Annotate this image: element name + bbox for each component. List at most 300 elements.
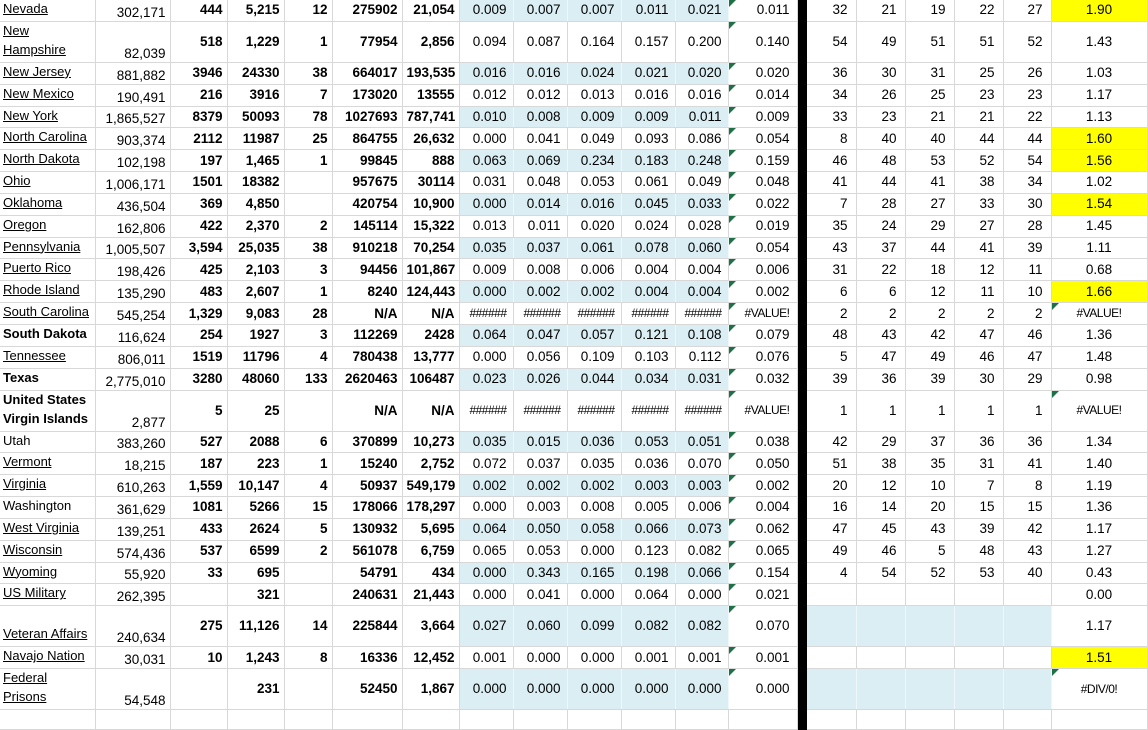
rank-cell[interactable]: 40 xyxy=(905,128,954,150)
value-cell[interactable]: 198,426 xyxy=(95,259,170,281)
rate-cell[interactable]: 0.073 xyxy=(675,518,728,540)
rate-cell[interactable] xyxy=(621,710,675,730)
rate-cell[interactable]: 0.031 xyxy=(675,368,728,390)
rate-cell[interactable]: 0.026 xyxy=(513,368,567,390)
state-name-cell[interactable] xyxy=(0,259,95,281)
rate-cell[interactable]: 0.000 xyxy=(459,346,513,368)
rate-cell[interactable]: 0.056 xyxy=(513,346,567,368)
rank-cell[interactable]: 44 xyxy=(954,128,1003,150)
value-cell[interactable]: 3946 xyxy=(170,62,227,84)
ratio-cell[interactable]: 1.66 xyxy=(1051,281,1147,303)
state-name-cell[interactable] xyxy=(0,193,95,215)
state-name-cell[interactable] xyxy=(0,606,95,647)
rate-cell[interactable]: 0.000 xyxy=(567,584,621,606)
rate-cell[interactable]: 0.027 xyxy=(459,606,513,647)
rate-cell[interactable]: 0.164 xyxy=(567,21,621,62)
value-cell[interactable]: 33 xyxy=(170,562,227,584)
value-cell[interactable]: 162,806 xyxy=(95,215,170,237)
value-cell[interactable]: 25,035 xyxy=(227,237,284,259)
value-cell[interactable]: 18,215 xyxy=(95,453,170,475)
value-cell[interactable]: 254 xyxy=(170,324,227,346)
rate-cell[interactable]: 0.008 xyxy=(513,106,567,128)
rate-cell[interactable]: 0.053 xyxy=(513,540,567,562)
ratio-cell[interactable]: #DIV/0! xyxy=(1051,669,1147,710)
value-cell[interactable]: 112269 xyxy=(332,324,402,346)
rate-cell[interactable]: 0.028 xyxy=(675,215,728,237)
value-cell[interactable]: 1,865,527 xyxy=(95,106,170,128)
rank-cell[interactable]: 42 xyxy=(905,324,954,346)
state-name-cell[interactable] xyxy=(0,518,95,540)
rank-cell[interactable]: 47 xyxy=(807,518,856,540)
value-cell[interactable]: 9,083 xyxy=(227,303,284,325)
rate-cell[interactable]: 0.041 xyxy=(513,584,567,606)
value-cell[interactable]: 193,535 xyxy=(402,62,459,84)
average-cell[interactable]: 0.022 xyxy=(728,193,797,215)
value-cell[interactable]: 903,374 xyxy=(95,128,170,150)
rank-cell[interactable] xyxy=(1003,606,1051,647)
value-cell[interactable]: N/A xyxy=(332,390,402,431)
rank-cell[interactable]: 53 xyxy=(905,150,954,172)
rate-cell[interactable]: 0.012 xyxy=(459,84,513,106)
ratio-cell[interactable] xyxy=(1051,710,1147,730)
rank-cell[interactable]: 23 xyxy=(1003,84,1051,106)
value-cell[interactable]: 2,370 xyxy=(227,215,284,237)
value-cell[interactable]: 2428 xyxy=(402,324,459,346)
rank-cell[interactable]: 36 xyxy=(807,62,856,84)
average-cell[interactable]: 0.079 xyxy=(728,324,797,346)
value-cell[interactable]: 549,179 xyxy=(402,475,459,497)
rate-cell[interactable]: 0.064 xyxy=(459,324,513,346)
rank-cell[interactable]: 51 xyxy=(905,21,954,62)
rank-cell[interactable]: 42 xyxy=(1003,518,1051,540)
rank-cell[interactable]: 1 xyxy=(1003,390,1051,431)
average-cell[interactable]: 0.001 xyxy=(728,647,797,669)
value-cell[interactable]: 26,632 xyxy=(402,128,459,150)
state-name-cell[interactable] xyxy=(0,453,95,475)
rate-cell[interactable]: 0.165 xyxy=(567,562,621,584)
rank-cell[interactable]: 10 xyxy=(1003,281,1051,303)
rank-cell[interactable]: 46 xyxy=(856,540,905,562)
rate-cell[interactable]: 0.063 xyxy=(459,150,513,172)
value-cell[interactable]: 369 xyxy=(170,193,227,215)
rate-cell[interactable] xyxy=(675,710,728,730)
ratio-cell[interactable]: 0.68 xyxy=(1051,259,1147,281)
rank-cell[interactable] xyxy=(905,669,954,710)
ratio-cell[interactable]: 1.51 xyxy=(1051,647,1147,669)
rank-cell[interactable]: 11 xyxy=(1003,259,1051,281)
state-name-cell[interactable] xyxy=(0,710,95,730)
value-cell[interactable]: 1,329 xyxy=(170,303,227,325)
rank-cell[interactable] xyxy=(954,669,1003,710)
state-link[interactable]: Nevada xyxy=(3,1,48,16)
rate-cell[interactable]: ###### xyxy=(621,303,675,325)
rank-cell[interactable]: 54 xyxy=(1003,150,1051,172)
rate-cell[interactable]: 0.016 xyxy=(621,84,675,106)
rate-cell[interactable]: 0.000 xyxy=(459,669,513,710)
rank-cell[interactable] xyxy=(856,584,905,606)
rate-cell[interactable]: 0.004 xyxy=(675,281,728,303)
value-cell[interactable]: 561078 xyxy=(332,540,402,562)
state-link[interactable]: New York xyxy=(3,107,58,123)
state-link[interactable]: Navajo Nation xyxy=(3,648,85,664)
rate-cell[interactable]: 0.000 xyxy=(621,669,675,710)
rate-cell[interactable]: 0.037 xyxy=(513,237,567,259)
value-cell[interactable]: 864755 xyxy=(332,128,402,150)
state-link[interactable]: Utah xyxy=(3,432,31,448)
value-cell[interactable]: 187 xyxy=(170,453,227,475)
rank-cell[interactable]: 48 xyxy=(856,150,905,172)
value-cell[interactable]: 30,031 xyxy=(95,647,170,669)
value-cell[interactable]: 5,215 xyxy=(227,0,284,21)
value-cell[interactable]: 190,491 xyxy=(95,84,170,106)
rank-cell[interactable]: 43 xyxy=(1003,540,1051,562)
rate-cell[interactable]: 0.003 xyxy=(675,475,728,497)
value-cell[interactable]: 25 xyxy=(227,390,284,431)
rank-cell[interactable]: 54 xyxy=(856,562,905,584)
value-cell[interactable]: 3280 xyxy=(170,368,227,390)
rank-cell[interactable]: 43 xyxy=(856,324,905,346)
rank-cell[interactable]: 41 xyxy=(954,237,1003,259)
value-cell[interactable]: 11,126 xyxy=(227,606,284,647)
rank-cell[interactable]: 38 xyxy=(856,453,905,475)
rank-cell[interactable]: 6 xyxy=(856,281,905,303)
rate-cell[interactable]: ###### xyxy=(567,303,621,325)
value-cell[interactable]: 8 xyxy=(284,647,332,669)
rank-cell[interactable]: 52 xyxy=(954,150,1003,172)
rate-cell[interactable]: 0.087 xyxy=(513,21,567,62)
rank-cell[interactable]: 47 xyxy=(856,346,905,368)
value-cell[interactable]: 5 xyxy=(284,518,332,540)
rank-cell[interactable]: 54 xyxy=(807,21,856,62)
ratio-cell[interactable]: 1.90 xyxy=(1051,0,1147,21)
rate-cell[interactable]: 0.082 xyxy=(675,540,728,562)
value-cell[interactable]: 50093 xyxy=(227,106,284,128)
state-link[interactable]: North Dakota xyxy=(3,151,80,167)
value-cell[interactable]: 2088 xyxy=(227,431,284,453)
rank-cell[interactable]: 15 xyxy=(1003,497,1051,519)
value-cell[interactable]: 1927 xyxy=(227,324,284,346)
rate-cell[interactable]: 0.000 xyxy=(459,193,513,215)
value-cell[interactable]: 70,254 xyxy=(402,237,459,259)
state-link[interactable]: New Mexico xyxy=(3,85,74,101)
rank-cell[interactable]: 40 xyxy=(1003,562,1051,584)
value-cell[interactable]: 178066 xyxy=(332,497,402,519)
value-cell[interactable]: 77954 xyxy=(332,21,402,62)
average-cell[interactable]: 0.019 xyxy=(728,215,797,237)
value-cell[interactable]: 1 xyxy=(284,150,332,172)
rate-cell[interactable]: 0.001 xyxy=(675,647,728,669)
rate-cell[interactable]: 0.002 xyxy=(567,475,621,497)
rate-cell[interactable]: 0.006 xyxy=(567,259,621,281)
rate-cell[interactable]: 0.000 xyxy=(675,584,728,606)
rate-cell[interactable]: 0.035 xyxy=(459,237,513,259)
rate-cell[interactable]: 0.031 xyxy=(459,172,513,194)
ratio-cell[interactable]: 1.02 xyxy=(1051,172,1147,194)
value-cell[interactable]: 275 xyxy=(170,606,227,647)
value-cell[interactable]: 6,759 xyxy=(402,540,459,562)
rank-cell[interactable]: 46 xyxy=(807,150,856,172)
value-cell[interactable]: 11796 xyxy=(227,346,284,368)
rate-cell[interactable]: 0.051 xyxy=(675,431,728,453)
value-cell[interactable]: 24330 xyxy=(227,62,284,84)
average-cell[interactable]: 0.070 xyxy=(728,606,797,647)
rank-cell[interactable] xyxy=(807,606,856,647)
rate-cell[interactable]: 0.041 xyxy=(513,128,567,150)
value-cell[interactable]: 3 xyxy=(284,259,332,281)
ratio-cell[interactable]: 1.43 xyxy=(1051,21,1147,62)
average-cell[interactable]: 0.011 xyxy=(728,0,797,21)
value-cell[interactable]: 434 xyxy=(402,562,459,584)
value-cell[interactable]: 13555 xyxy=(402,84,459,106)
state-link[interactable]: Federal Prisons xyxy=(3,670,48,705)
state-name-cell[interactable] xyxy=(0,281,95,303)
rank-cell[interactable] xyxy=(1003,647,1051,669)
value-cell[interactable]: 12 xyxy=(284,0,332,21)
rank-cell[interactable] xyxy=(856,606,905,647)
rate-cell[interactable]: 0.066 xyxy=(675,562,728,584)
value-cell[interactable]: 21,054 xyxy=(402,0,459,21)
rank-cell[interactable]: 31 xyxy=(807,259,856,281)
rank-cell[interactable]: 32 xyxy=(807,0,856,21)
value-cell[interactable]: N/A xyxy=(332,303,402,325)
value-cell[interactable]: 4 xyxy=(284,475,332,497)
rank-cell[interactable] xyxy=(856,710,905,730)
rank-cell[interactable]: 28 xyxy=(856,193,905,215)
value-cell[interactable]: 223 xyxy=(227,453,284,475)
state-link[interactable]: North Carolina xyxy=(3,129,87,145)
rank-cell[interactable]: 44 xyxy=(1003,128,1051,150)
rank-cell[interactable]: 15 xyxy=(954,497,1003,519)
ratio-cell[interactable]: 1.34 xyxy=(1051,431,1147,453)
rate-cell[interactable]: 0.016 xyxy=(675,84,728,106)
rank-cell[interactable]: 29 xyxy=(1003,368,1051,390)
rank-cell[interactable]: 14 xyxy=(856,497,905,519)
value-cell[interactable]: 537 xyxy=(170,540,227,562)
rank-cell[interactable]: 52 xyxy=(1003,21,1051,62)
rank-cell[interactable]: 35 xyxy=(807,215,856,237)
rank-cell[interactable]: 22 xyxy=(1003,106,1051,128)
value-cell[interactable]: 231 xyxy=(227,669,284,710)
rank-cell[interactable]: 18 xyxy=(905,259,954,281)
rate-cell[interactable]: 0.061 xyxy=(621,172,675,194)
value-cell[interactable]: 18382 xyxy=(227,172,284,194)
ratio-cell[interactable]: 1.60 xyxy=(1051,128,1147,150)
rank-cell[interactable]: 23 xyxy=(856,106,905,128)
value-cell[interactable]: 28 xyxy=(284,303,332,325)
value-cell[interactable]: 139,251 xyxy=(95,518,170,540)
rank-cell[interactable] xyxy=(856,647,905,669)
average-cell[interactable]: 0.076 xyxy=(728,346,797,368)
state-name-cell[interactable] xyxy=(0,172,95,194)
rank-cell[interactable]: 2 xyxy=(954,303,1003,325)
rate-cell[interactable]: 0.057 xyxy=(567,324,621,346)
rate-cell[interactable]: 0.000 xyxy=(567,669,621,710)
state-link[interactable]: Wyoming xyxy=(3,563,58,579)
rate-cell[interactable]: 0.000 xyxy=(459,281,513,303)
ratio-cell[interactable]: 1.36 xyxy=(1051,497,1147,519)
rate-cell[interactable]: 0.123 xyxy=(621,540,675,562)
rank-cell[interactable]: 46 xyxy=(1003,324,1051,346)
value-cell[interactable]: 433 xyxy=(170,518,227,540)
rank-cell[interactable]: 39 xyxy=(905,368,954,390)
rank-cell[interactable] xyxy=(954,710,1003,730)
rate-cell[interactable]: 0.002 xyxy=(567,281,621,303)
value-cell[interactable]: 1,559 xyxy=(170,475,227,497)
state-link[interactable]: Rhode Island xyxy=(3,282,80,298)
rate-cell[interactable]: 0.013 xyxy=(459,215,513,237)
rate-cell[interactable]: 0.004 xyxy=(621,281,675,303)
average-cell[interactable]: 0.020 xyxy=(728,62,797,84)
rate-cell[interactable] xyxy=(567,710,621,730)
rate-cell[interactable]: 0.014 xyxy=(513,193,567,215)
state-link[interactable]: Oklahoma xyxy=(3,194,63,210)
rank-cell[interactable]: 1 xyxy=(856,390,905,431)
average-cell[interactable]: 0.021 xyxy=(728,584,797,606)
rate-cell[interactable]: 0.198 xyxy=(621,562,675,584)
rank-cell[interactable]: 5 xyxy=(905,540,954,562)
rate-cell[interactable]: 0.036 xyxy=(621,453,675,475)
ratio-cell[interactable]: 1.36 xyxy=(1051,324,1147,346)
rank-cell[interactable] xyxy=(905,647,954,669)
rate-cell[interactable]: 0.009 xyxy=(567,106,621,128)
value-cell[interactable]: 383,260 xyxy=(95,431,170,453)
rank-cell[interactable]: 1 xyxy=(905,390,954,431)
value-cell[interactable]: 4 xyxy=(284,346,332,368)
rate-cell[interactable]: 0.200 xyxy=(675,21,728,62)
rank-cell[interactable]: 8 xyxy=(807,128,856,150)
rank-cell[interactable]: 44 xyxy=(856,172,905,194)
rank-cell[interactable]: 46 xyxy=(954,346,1003,368)
average-cell[interactable]: 0.140 xyxy=(728,21,797,62)
state-name-cell[interactable] xyxy=(0,21,95,62)
rate-cell[interactable]: 0.023 xyxy=(459,368,513,390)
rank-cell[interactable]: 39 xyxy=(807,368,856,390)
value-cell[interactable]: 262,395 xyxy=(95,584,170,606)
value-cell[interactable]: 3 xyxy=(284,324,332,346)
rate-cell[interactable]: 0.064 xyxy=(459,518,513,540)
average-cell[interactable]: 0.038 xyxy=(728,431,797,453)
value-cell[interactable]: 436,504 xyxy=(95,193,170,215)
average-cell[interactable]: 0.048 xyxy=(728,172,797,194)
rank-cell[interactable]: 41 xyxy=(1003,453,1051,475)
rank-cell[interactable]: 36 xyxy=(1003,431,1051,453)
rank-cell[interactable]: 28 xyxy=(1003,215,1051,237)
value-cell[interactable]: 2,607 xyxy=(227,281,284,303)
rate-cell[interactable]: ###### xyxy=(675,303,728,325)
rate-cell[interactable]: 0.109 xyxy=(567,346,621,368)
rate-cell[interactable]: 0.012 xyxy=(513,84,567,106)
ratio-cell[interactable]: #VALUE! xyxy=(1051,390,1147,431)
rate-cell[interactable]: 0.002 xyxy=(513,281,567,303)
value-cell[interactable]: 38 xyxy=(284,62,332,84)
rate-cell[interactable]: 0.016 xyxy=(513,62,567,84)
rank-cell[interactable] xyxy=(856,669,905,710)
value-cell[interactable]: 78 xyxy=(284,106,332,128)
rank-cell[interactable] xyxy=(905,710,954,730)
rank-cell[interactable]: 30 xyxy=(856,62,905,84)
ratio-cell[interactable]: 1.17 xyxy=(1051,606,1147,647)
value-cell[interactable] xyxy=(284,562,332,584)
ratio-cell[interactable]: 1.45 xyxy=(1051,215,1147,237)
value-cell[interactable]: 3,594 xyxy=(170,237,227,259)
value-cell[interactable]: 30114 xyxy=(402,172,459,194)
value-cell[interactable]: 6 xyxy=(284,431,332,453)
ratio-cell[interactable]: 1.11 xyxy=(1051,237,1147,259)
average-cell[interactable]: #VALUE! xyxy=(728,390,797,431)
value-cell[interactable]: 2,856 xyxy=(402,21,459,62)
rate-cell[interactable]: 0.000 xyxy=(459,128,513,150)
value-cell[interactable]: 15240 xyxy=(332,453,402,475)
average-cell[interactable]: #VALUE! xyxy=(728,303,797,325)
rank-cell[interactable] xyxy=(905,584,954,606)
value-cell[interactable]: 527 xyxy=(170,431,227,453)
value-cell[interactable]: 2112 xyxy=(170,128,227,150)
value-cell[interactable]: 957675 xyxy=(332,172,402,194)
rate-cell[interactable]: 0.234 xyxy=(567,150,621,172)
ratio-cell[interactable]: 1.56 xyxy=(1051,150,1147,172)
rank-cell[interactable]: 44 xyxy=(905,237,954,259)
rate-cell[interactable]: 0.008 xyxy=(567,497,621,519)
value-cell[interactable]: 664017 xyxy=(332,62,402,84)
rate-cell[interactable]: 0.112 xyxy=(675,346,728,368)
value-cell[interactable]: 106487 xyxy=(402,368,459,390)
state-name-cell[interactable] xyxy=(0,128,95,150)
rate-cell[interactable] xyxy=(459,710,513,730)
rank-cell[interactable]: 27 xyxy=(1003,0,1051,21)
rank-cell[interactable]: 5 xyxy=(807,346,856,368)
rank-cell[interactable]: 22 xyxy=(954,0,1003,21)
state-link[interactable]: Oregon xyxy=(3,216,47,232)
value-cell[interactable]: 54,548 xyxy=(95,669,170,710)
value-cell[interactable]: 695 xyxy=(227,562,284,584)
value-cell[interactable] xyxy=(170,669,227,710)
value-cell[interactable]: 806,011 xyxy=(95,346,170,368)
rank-cell[interactable] xyxy=(807,584,856,606)
state-link[interactable]: United States Virgin Islands xyxy=(3,391,89,426)
value-cell[interactable]: 7 xyxy=(284,84,332,106)
state-name-cell[interactable] xyxy=(0,84,95,106)
value-cell[interactable]: 1,006,171 xyxy=(95,172,170,194)
rate-cell[interactable] xyxy=(513,710,567,730)
value-cell[interactable]: 11987 xyxy=(227,128,284,150)
rank-cell[interactable] xyxy=(807,669,856,710)
state-name-cell[interactable] xyxy=(0,368,95,390)
value-cell[interactable] xyxy=(95,710,170,730)
rank-cell[interactable]: 1 xyxy=(807,390,856,431)
rate-cell[interactable]: 0.065 xyxy=(459,540,513,562)
ratio-cell[interactable]: 1.03 xyxy=(1051,62,1147,84)
value-cell[interactable] xyxy=(332,710,402,730)
rank-cell[interactable] xyxy=(807,647,856,669)
ratio-cell[interactable]: 1.17 xyxy=(1051,84,1147,106)
value-cell[interactable]: 1,867 xyxy=(402,669,459,710)
rank-cell[interactable]: 12 xyxy=(905,281,954,303)
state-name-cell[interactable] xyxy=(0,497,95,519)
state-name-cell[interactable] xyxy=(0,62,95,84)
state-name-cell[interactable] xyxy=(0,150,95,172)
rate-cell[interactable]: 0.157 xyxy=(621,21,675,62)
rank-cell[interactable]: 45 xyxy=(856,518,905,540)
value-cell[interactable]: 116,624 xyxy=(95,324,170,346)
value-cell[interactable]: 15 xyxy=(284,497,332,519)
value-cell[interactable]: 3916 xyxy=(227,84,284,106)
rate-cell[interactable]: 0.066 xyxy=(621,518,675,540)
rate-cell[interactable]: 0.070 xyxy=(675,453,728,475)
value-cell[interactable]: 101,867 xyxy=(402,259,459,281)
value-cell[interactable]: 14 xyxy=(284,606,332,647)
rate-cell[interactable]: 0.103 xyxy=(621,346,675,368)
rank-cell[interactable]: 10 xyxy=(905,475,954,497)
